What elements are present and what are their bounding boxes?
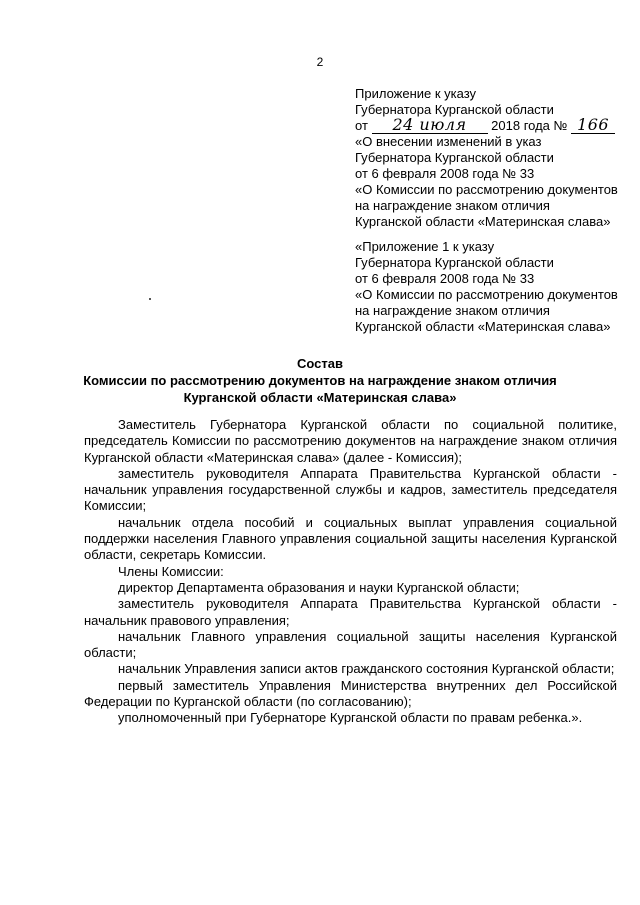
paragraph: уполномоченный при Губернаторе Курганской области по правам ребенка.». — [118, 710, 583, 726]
paragraph: начальник отдела пособий и социальных выплат управления социальной поддержки населения Главного управления социальной защиты населения Курганской области, секретарь Комиссии. — [84, 514, 617, 563]
document-body — [84, 417, 617, 727]
document-heading — [0, 355, 640, 406]
paragraph: директор Департамента образования и науки Курганской области; — [118, 579, 520, 595]
appendix-date-line — [355, 115, 635, 134]
date-suffix: 2018 года № — [491, 118, 568, 133]
handwritten-date: 24 июля — [392, 115, 467, 134]
appendix-line: Губернатора Курганской области — [355, 102, 554, 117]
appendix-line: «О внесении изменений в указ — [355, 134, 542, 149]
appendix-line: на награждение знаком отличия — [355, 303, 550, 318]
appendix-line: «О Комиссии по рассмотрению документов — [355, 182, 618, 197]
appendix-header — [355, 86, 635, 230]
paragraph: Заместитель Губернатора Курганской области по социальной политике, председатель Комиссии по рассмотрению документов на награждение знаком отличия Курганской области «Материнская слава» (далее - Комиссия); — [84, 417, 617, 465]
page-number: 2 — [316, 55, 324, 69]
heading-title: Состав — [297, 356, 343, 371]
appendix-line: Губернатора Курганской области — [355, 150, 554, 165]
appendix-line: Губернатора Курганской области — [355, 255, 554, 270]
appendix-line: Приложение к указу — [355, 86, 477, 101]
appendix-line: «Приложение 1 к указу — [355, 239, 495, 254]
paragraph: заместитель руководителя Аппарата Правительства Курганской области - начальник управления государственной службы и кадров, заместитель председателя Комиссии; — [84, 465, 617, 514]
scan-speck — [149, 298, 151, 300]
appendix-line: на награждение знаком отличия — [355, 198, 550, 213]
heading-subtitle: Комиссии по рассмотрению документов на награждение знаком отличия — [83, 373, 557, 388]
paragraph: заместитель руководителя Аппарата Правительства Курганской области - начальник правового управления; — [84, 596, 617, 628]
number-field — [571, 115, 615, 134]
paragraph: начальник Главного управления социальной защиты населения Курганской области; — [84, 628, 617, 661]
appendix-line: от 6 февраля 2008 года № 33 — [355, 166, 535, 181]
date-prefix: от — [355, 118, 368, 133]
paragraph: Члены Комиссии: — [118, 563, 224, 579]
appendix-line: от 6 февраля 2008 года № 33 — [355, 271, 535, 286]
paragraph: первый заместитель Управления Министерства внутренних дел Российской Федерации по Курганской области (по согласованию); — [84, 677, 617, 710]
handwritten-number: 166 — [577, 115, 610, 134]
date-field — [372, 115, 488, 134]
paragraph: начальник Управления записи актов гражданского состояния Курганской области; — [118, 661, 615, 677]
heading-subtitle: Курганской области «Материнская слава» — [183, 390, 457, 405]
appendix-line: «О Комиссии по рассмотрению документов — [355, 287, 618, 302]
appendix-line: Курганской области «Материнская слава» — [355, 319, 611, 334]
appendix-line: Курганской области «Материнская слава» — [355, 214, 611, 229]
appendix-1-header — [355, 239, 635, 335]
